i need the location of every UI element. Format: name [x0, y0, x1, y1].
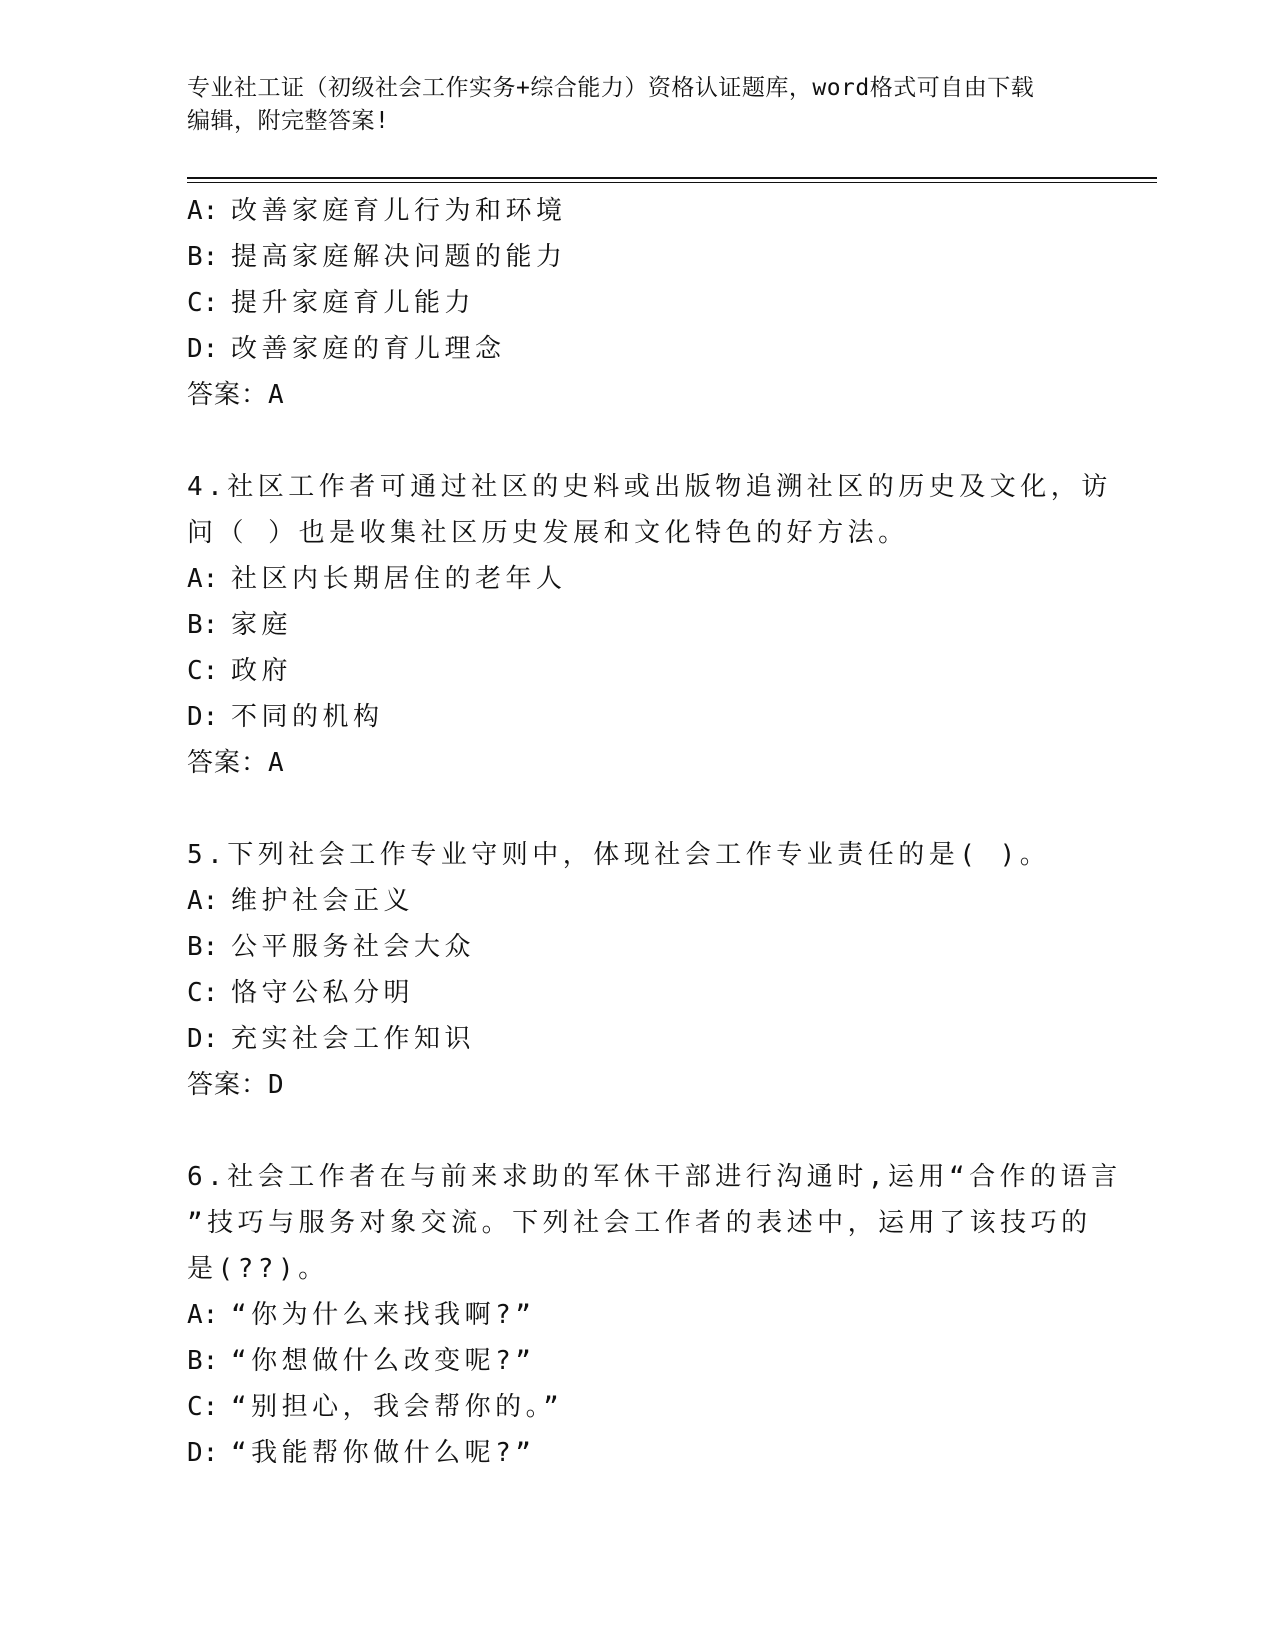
question-stem: 是(??)。 [187, 1254, 329, 1284]
header-line-2: 编辑，附完整答案! [187, 108, 390, 134]
option-d: D: “我能帮你做什么呢?” [187, 1438, 536, 1468]
option-c: C: 恪守公私分明 [187, 978, 415, 1008]
question-6 [187, 1154, 1147, 1476]
answer-line: 答案：A [187, 380, 285, 410]
option-b: B: 家庭 [187, 610, 293, 640]
option-a: A: 改善家庭育儿行为和环境 [187, 196, 567, 226]
question-stem: 6.社会工作者在与前来求助的军休干部进行沟通时,运用“合作的语言 [187, 1162, 1122, 1192]
question-4 [187, 464, 1147, 786]
option-c: C: 政府 [187, 656, 293, 686]
document-header [187, 72, 1087, 138]
answer-line: 答案：A [187, 748, 285, 778]
option-d: D: 充实社会工作知识 [187, 1024, 476, 1054]
option-c: C: “别担心，我会帮你的。” [187, 1392, 564, 1422]
option-c: C: 提升家庭育儿能力 [187, 288, 476, 318]
question-stem: ”技巧与服务对象交流。下列社会工作者的表述中，运用了该技巧的 [187, 1208, 1092, 1238]
header-divider-thick [187, 177, 1157, 179]
option-a: A: 社区内长期居住的老年人 [187, 564, 567, 594]
question-5 [187, 832, 1147, 1108]
option-b: B: 公平服务社会大众 [187, 932, 476, 962]
answer-line: 答案：D [187, 1070, 285, 1100]
question-3 [187, 188, 1147, 418]
header-divider-thin [187, 182, 1157, 183]
question-stem: 问（ ）也是收集社区历史发展和文化特色的好方法。 [187, 518, 909, 548]
question-list [187, 188, 1147, 1476]
option-b: B: 提高家庭解决问题的能力 [187, 242, 567, 272]
question-stem: 4.社区工作者可通过社区的史料或出版物追溯社区的历史及文化，访 [187, 472, 1112, 502]
question-stem: 5.下列社会工作专业守则中，体现社会工作专业责任的是( )。 [187, 840, 1051, 870]
option-a: A: “你为什么来找我啊?” [187, 1300, 536, 1330]
option-b: B: “你想做什么改变呢?” [187, 1346, 536, 1376]
header-line-1: 专业社工证（初级社会工作实务+综合能力）资格认证题库，word格式可自由下载 [187, 75, 1035, 101]
option-d: D: 改善家庭的育儿理念 [187, 334, 506, 364]
option-a: A: 维护社会正义 [187, 886, 415, 916]
option-d: D: 不同的机构 [187, 702, 384, 732]
